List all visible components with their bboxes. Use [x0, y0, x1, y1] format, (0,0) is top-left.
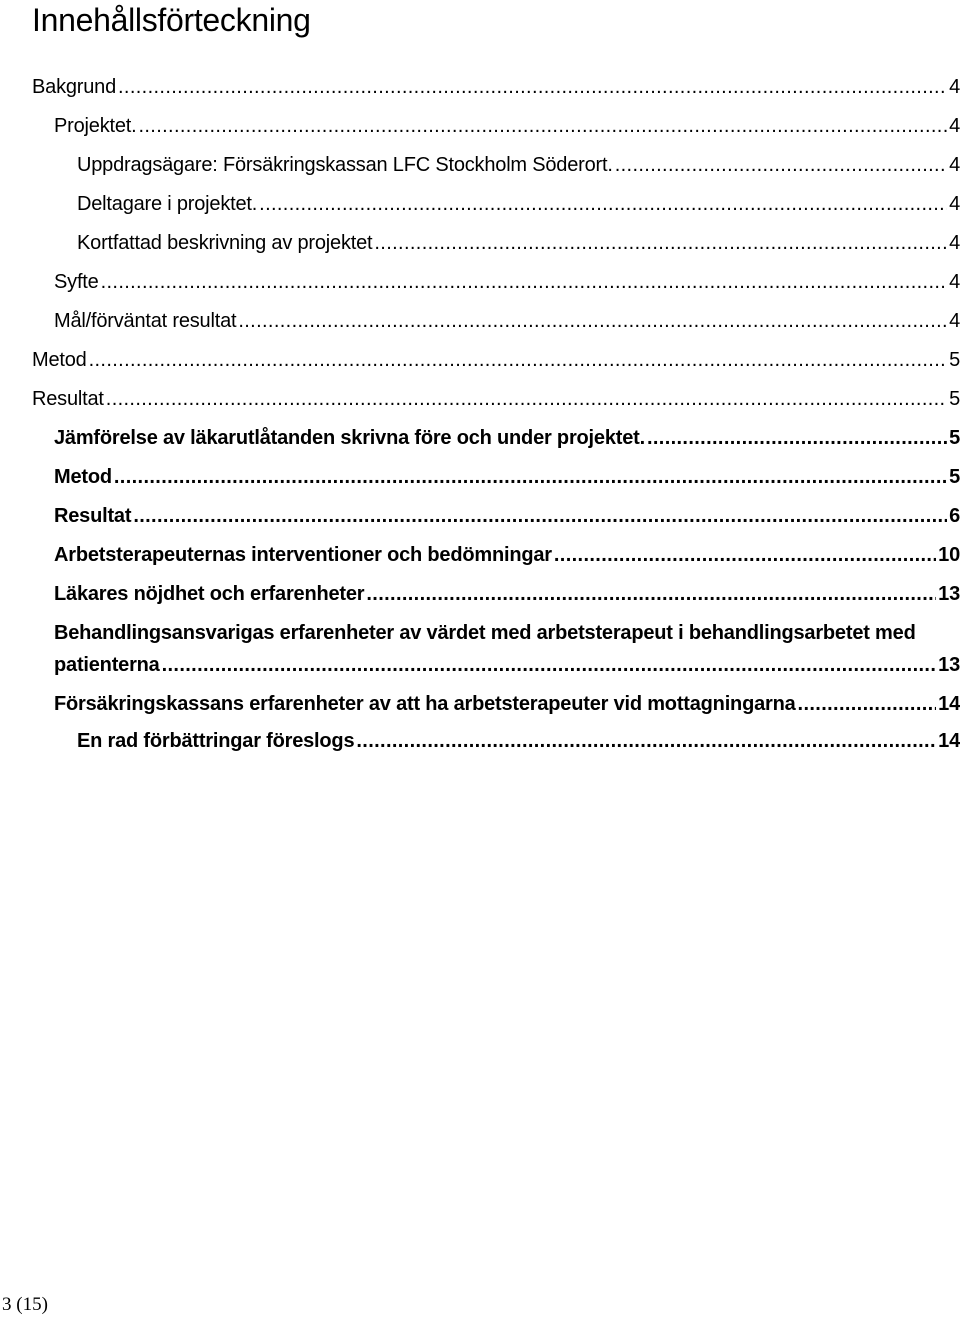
page-number: 3 (15): [2, 1294, 48, 1315]
toc-entry[interactable]: [54, 424, 960, 452]
toc-entry-page: 4: [949, 115, 960, 137]
toc-entry-label: Resultat: [32, 388, 104, 410]
dot-leader: [106, 385, 947, 413]
dot-leader: [615, 151, 947, 179]
toc-entry[interactable]: [54, 268, 960, 296]
toc-entry-page: 13: [938, 654, 960, 676]
toc-entry-label: Arbetsterapeuternas interventioner och bedömningar: [54, 544, 552, 566]
toc-entry-page: 10: [938, 544, 960, 566]
toc-entry[interactable]: [54, 307, 960, 335]
toc-entry-label: Metod: [32, 349, 87, 371]
dot-leader: [798, 690, 937, 718]
dot-leader: [374, 229, 947, 257]
page-title: Innehållsförteckning: [32, 2, 311, 38]
toc-entry-page: 4: [949, 310, 960, 332]
dot-leader: [133, 502, 947, 530]
dot-leader: [366, 580, 936, 608]
toc-entry[interactable]: [32, 346, 960, 374]
toc-entry-label: Projektet.: [54, 115, 137, 137]
toc-entry-label: Resultat: [54, 505, 132, 527]
dot-leader: [647, 424, 947, 452]
toc-entry-page: 4: [949, 232, 960, 254]
toc-entry[interactable]: [32, 385, 960, 413]
toc-entry-label: En rad förbättringar föreslogs: [77, 730, 355, 752]
dot-leader: [162, 651, 937, 679]
toc-entry-label: Metod: [54, 466, 112, 488]
toc-entry-label-continued: patienterna: [54, 654, 160, 676]
toc-entry-label: Behandlingsansvarigas erfarenheter av värdet med arbetsterapeut i behandlingsarbetet med: [54, 622, 916, 644]
toc-entry[interactable]: [32, 73, 960, 101]
toc-entry[interactable]: [54, 580, 960, 608]
toc-entry-page: 5: [949, 388, 960, 410]
dot-leader: [259, 190, 947, 218]
toc-entry-page: 13: [938, 583, 960, 605]
dot-leader: [238, 307, 947, 335]
toc-entry-page: 5: [949, 466, 960, 488]
toc-entry-label: Uppdragsägare: Försäkringskassan LFC Stockholm Söderort.: [77, 154, 613, 176]
toc-entry[interactable]: [54, 463, 960, 491]
toc-entry[interactable]: [77, 229, 960, 257]
toc-entry[interactable]: [54, 112, 960, 140]
toc-entry-page: 6: [949, 505, 960, 527]
toc-entry[interactable]: [54, 619, 960, 679]
dot-leader: [114, 463, 947, 491]
dot-leader: [118, 73, 947, 101]
toc-entry-label: Syfte: [54, 271, 99, 293]
toc-entry-page: 4: [949, 154, 960, 176]
dot-leader: [101, 268, 947, 296]
toc-entry[interactable]: [77, 190, 960, 218]
dot-leader: [554, 541, 936, 569]
toc-entry-page: 5: [949, 349, 960, 371]
toc-entry[interactable]: [77, 151, 960, 179]
toc-entry[interactable]: [54, 541, 960, 569]
toc-entry-label: Läkares nöjdhet och erfarenheter: [54, 583, 365, 605]
toc-entry-label: Försäkringskassans erfarenheter av att ha arbetsterapeuter vid mottagningarna: [54, 693, 796, 715]
toc-entry-label: Bakgrund: [32, 76, 117, 98]
toc-entry-page: 5: [949, 427, 960, 449]
toc-entry-page: 14: [938, 730, 960, 752]
toc-entry-page: 4: [949, 76, 960, 98]
toc-entry[interactable]: [54, 690, 960, 718]
dot-leader: [138, 112, 947, 140]
toc-entry-label: Mål/förväntat resultat: [54, 310, 237, 332]
toc-entry-label: Deltagare i projektet.: [77, 193, 258, 215]
toc-entry[interactable]: [77, 727, 960, 755]
toc-entry-label: Jämförelse av läkarutlåtanden skrivna före och under projektet.: [54, 427, 645, 449]
toc-entry-label: Kortfattad beskrivning av projektet: [77, 232, 373, 254]
dot-leader: [356, 727, 936, 755]
toc-entry[interactable]: [54, 502, 960, 530]
toc-entry-page: 14: [938, 693, 960, 715]
toc-entry-page: 4: [949, 193, 960, 215]
dot-leader: [89, 346, 947, 374]
toc-entry-page: 4: [949, 271, 960, 293]
